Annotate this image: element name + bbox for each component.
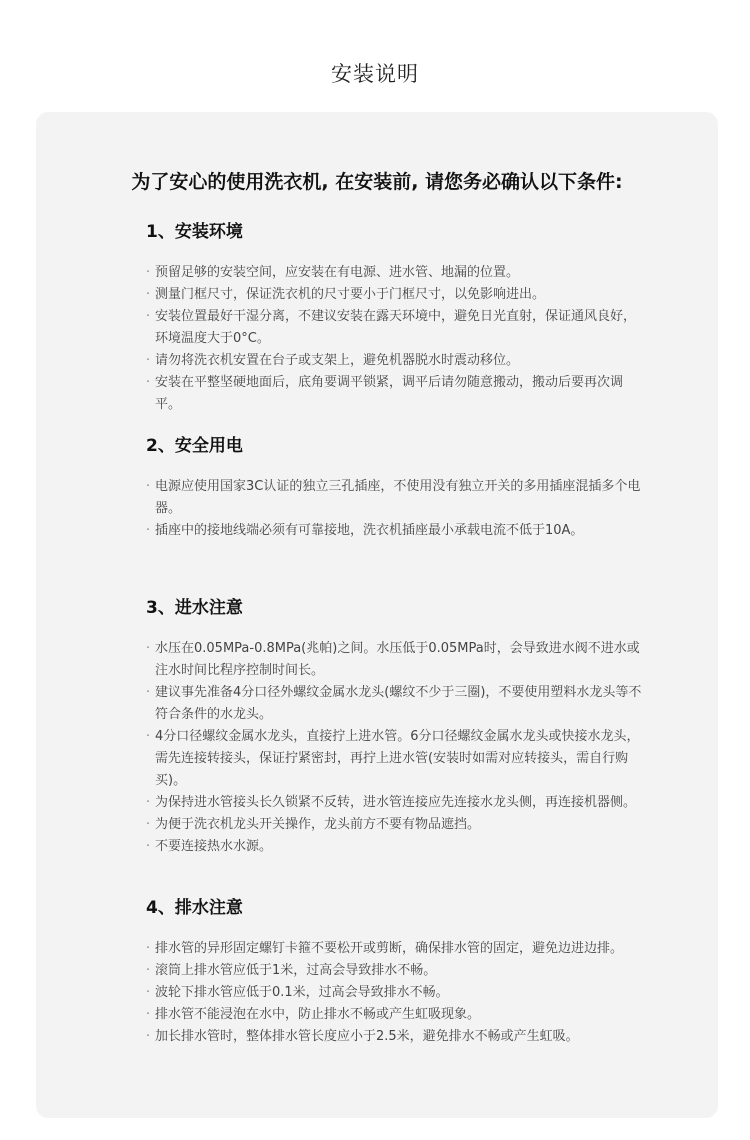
item-list xyxy=(146,262,646,416)
bullet: · xyxy=(146,309,151,324)
list-item: · 建议事先准备4分口径外螺纹金属水龙头(螺纹不少于三圈)，不要使用塑料水龙头等不符合条件的水龙头。 xyxy=(146,682,646,726)
bullet: · xyxy=(146,353,151,368)
list-item: · 插座中的接地线端必须有可靠接地，洗衣机插座最小承载电流不低于10A。 xyxy=(146,520,646,542)
list-item: · 为便于洗衣机龙头开关操作，龙头前方不要有物品遮挡。 xyxy=(146,814,646,836)
list-item: · 电源应使用国家3C认证的独立三孔插座，不使用没有独立开关的多用插座混插多个电器。 xyxy=(146,476,646,520)
bullet: · xyxy=(146,795,151,810)
bullet: · xyxy=(146,985,151,1000)
bullet: · xyxy=(146,641,151,656)
section-title: 4、排水注意 xyxy=(146,898,243,918)
section-water-inlet xyxy=(146,596,646,858)
bullet: · xyxy=(146,941,151,956)
bullet: · xyxy=(146,1029,151,1044)
list-item: · 安装在平整坚硬地面后，底角要调平锁紧，调平后请勿随意搬动，搬动后要再次调平。 xyxy=(146,372,646,416)
section-drainage xyxy=(146,896,646,1048)
list-item: · 波轮下排水管应低于0.1米，过高会导致排水不畅。 xyxy=(146,982,646,1004)
item-list xyxy=(146,476,646,542)
list-item: · 安装位置最好干湿分离，不建议安装在露天环境中，避免日光直射，保证通风良好，环境温度大于0°C。 xyxy=(146,306,646,350)
bullet: · xyxy=(146,375,151,390)
list-item: · 滚筒上排水管应低于1米，过高会导致排水不畅。 xyxy=(146,960,646,982)
list-item: · 为保持进水管接头长久锁紧不反转，进水管连接应先连接水龙头侧，再连接机器侧。 xyxy=(146,792,646,814)
bullet: · xyxy=(146,523,151,538)
bullet: · xyxy=(146,963,151,978)
bullet: · xyxy=(146,265,151,280)
bullet: · xyxy=(146,817,151,832)
list-item: · 排水管的异形固定螺钉卡箍不要松开或剪断，确保排水管的固定，避免边进边排。 xyxy=(146,938,646,960)
list-item: · 加长排水管时，整体排水管长度应小于2.5米，避免排水不畅或产生虹吸。 xyxy=(146,1026,646,1048)
instructions-card xyxy=(36,112,718,1118)
list-item: · 请勿将洗衣机安置在台子或支架上，避免机器脱水时震动移位。 xyxy=(146,350,646,372)
list-item: · 排水管不能浸泡在水中，防止排水不畅或产生虹吸现象。 xyxy=(146,1004,646,1026)
list-item: · 水压在0.05MPa-0.8MPa(兆帕)之间。水压低于0.05MPa时，会导致进水阀不进水或注水时间比程序控制时间长。 xyxy=(146,638,646,682)
item-list xyxy=(146,638,646,858)
bullet: · xyxy=(146,1007,151,1022)
section-title: 1、安装环境 xyxy=(146,222,243,242)
section-installation-environment xyxy=(146,220,646,416)
section-title: 3、进水注意 xyxy=(146,598,243,618)
bullet: · xyxy=(146,685,151,700)
item-list xyxy=(146,938,646,1048)
list-item: · 预留足够的安装空间，应安装在有电源、进水管、地漏的位置。 xyxy=(146,262,646,284)
bullet: · xyxy=(146,287,151,302)
list-item: · 测量门框尺寸，保证洗衣机的尺寸要小于门框尺寸，以免影响进出。 xyxy=(146,284,646,306)
bullet: · xyxy=(146,839,151,854)
list-item: · 4分口径螺纹金属水龙头，直接拧上进水管。6分口径螺纹金属水龙头或快接水龙头，需先连接转接头，保证拧紧密封，再拧上进水管(安装时如需对应转接头，需自行购买)。 xyxy=(146,726,646,792)
bullet: · xyxy=(146,479,151,494)
page-title: 安装说明 xyxy=(331,62,419,86)
section-electrical-safety xyxy=(146,434,646,542)
bullet: · xyxy=(146,729,151,744)
notice-headline: 为了安心的使用洗衣机, 在安装前, 请您务必确认以下条件: xyxy=(131,171,623,193)
section-title: 2、安全用电 xyxy=(146,436,243,456)
list-item: · 不要连接热水水源。 xyxy=(146,836,646,858)
